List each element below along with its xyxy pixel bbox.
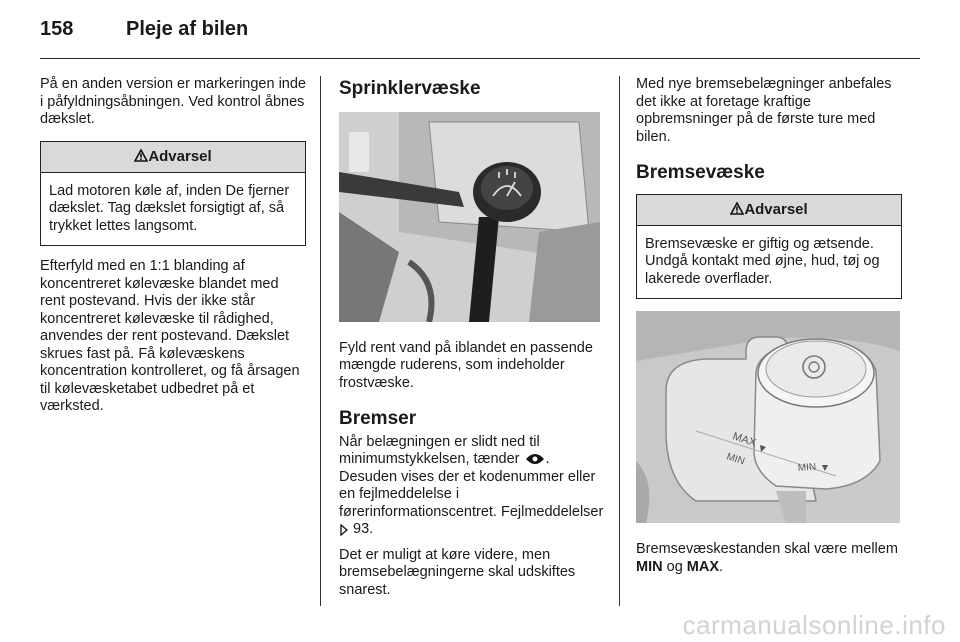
fig-min-label-1: MIN [725, 451, 746, 468]
page-title: Pleje af bilen [126, 18, 249, 40]
page-reference-arrow-icon [339, 524, 349, 536]
brake-pad-warning-icon [524, 452, 546, 466]
page-header [40, 18, 248, 50]
fig-max-label: MAX [731, 430, 758, 450]
warning-text: Bremsevæske er giftig og ætsende. Undgå kontakt med øjne, hud, tøj og lakerede overflader. [645, 235, 880, 287]
washer-reservoir-figure [339, 112, 600, 322]
column-2 [339, 76, 605, 599]
washer-fluid-caption: Fyld rent vand på iblandet en passende mængde ruderens, som indeholder frostvæske. [339, 339, 593, 391]
brake-wear-text-a: Når belægningen er slidt ned til minimumstykkelsen, tænder [339, 433, 540, 467]
column-3 [636, 76, 902, 576]
brake-wear-text [339, 434, 605, 539]
level-text-a: Bremsevæskestanden skal være mellem [636, 541, 898, 557]
washer-reservoir-illustration [339, 112, 600, 322]
column-divider-2 [619, 76, 620, 606]
warning-title: Advarsel [744, 200, 808, 218]
watermark: carmanualsonline.info [682, 610, 946, 640]
brake-fluid-level-text [636, 541, 902, 576]
level-end: . [719, 558, 724, 575]
header-divider [40, 58, 920, 59]
brake-fluid-reservoir-figure [636, 311, 900, 523]
warning-header [41, 142, 305, 173]
column-divider-1 [320, 76, 321, 606]
fig-min-label-2: MIN [797, 461, 817, 474]
warning-title: Advarsel [148, 147, 212, 165]
section-heading-brakes: Bremser [339, 408, 417, 429]
brake-fluid-reservoir-illustration [636, 311, 900, 523]
warning-triangle-icon [134, 149, 148, 162]
warning-header [637, 195, 901, 226]
brake-wear-text-b: . Desuden vises der et kodenummer eller en fejlmeddelelse i førerinformationscentret. Fejlmeddelelser [339, 451, 604, 520]
level-max-label: MAX [686, 558, 720, 575]
fault-message-page-ref: 93. [353, 521, 374, 537]
column-1 [40, 76, 306, 416]
warning-box-coolant [40, 141, 306, 247]
new-brake-pads-text: Med nye bremsebelægninger anbefales det ikke at foretage kraftige opbremsninger på de første ture med bilen. [636, 76, 892, 145]
warning-box-brake-fluid [636, 194, 902, 300]
section-heading-brake-fluid: Bremsevæske [636, 162, 765, 183]
section-heading-washer-fluid: Sprinklervæske [339, 78, 481, 99]
page-number: 158 [40, 18, 74, 40]
warning-text: Lad motoren køle af, inden De fjerner dækslet. Tag dækslet forsigtigt af, så trykket lettes langsomt. [49, 182, 290, 234]
warning-triangle-icon [730, 202, 744, 215]
coolant-refill-text: Efterfyld med en 1:1 blanding af koncentreret kølevæske blandet med rent postevand. Hvis der ikke står koncentreret kølevæske til rådighed, anvendes der rent postevand. Dækslet skrues fast på. Få kølevæskens koncentration kontrolleret, og få årsagen til kølevæsketabet udbedret på et værksted. [40, 258, 300, 414]
brake-continue-text: Det er muligt at køre videre, men bremsebelægningerne skal udskiftes snarest. [339, 546, 576, 598]
coolant-intro: På en anden version er markeringen inde i påfyldningsåbningen. Ved kontrol åbnes dækslet. [40, 76, 306, 127]
level-min-label: MIN [636, 558, 663, 575]
level-og: og [666, 558, 683, 575]
